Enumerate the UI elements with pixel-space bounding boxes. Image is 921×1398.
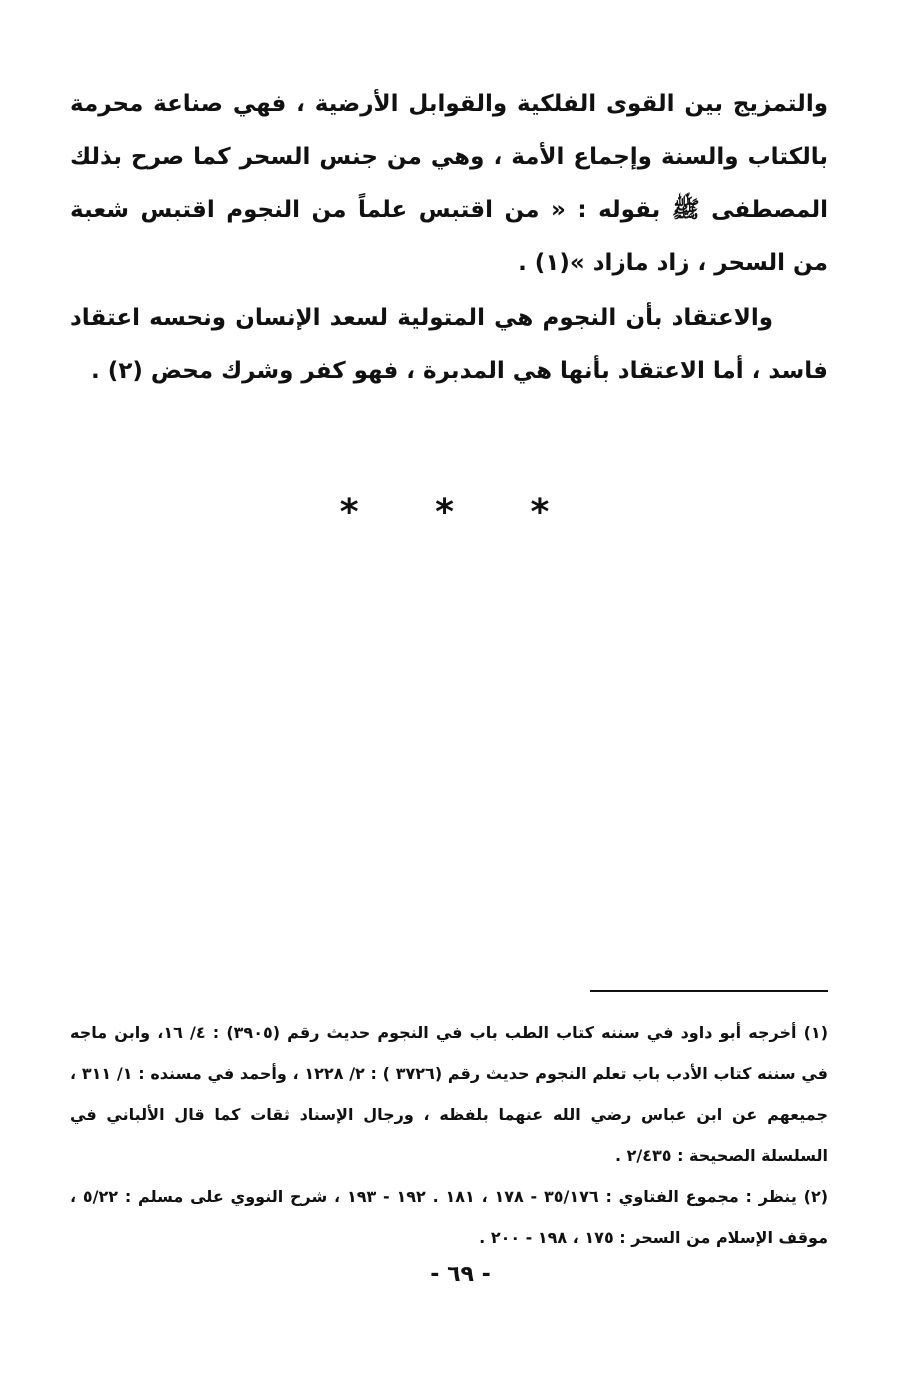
footnote-divider	[590, 990, 828, 992]
section-separator: * * *	[339, 492, 582, 533]
paragraph-astrology-ruling: والتمزيج بين القوى الفلكية والقوابل الأرضية ، فهي صناعة محرمة بالكتاب والسنة وإجماع الأمة ، وهي من جنس السحر كما صرح بذلك المصطفى ﷺ بقوله : « من اقتبس علماً من النجوم اقتبس شعبة من السحر ، زاد مازاد »(١) .	[70, 91, 828, 276]
footnote-1: (١) أخرجه أبو داود في سننه كتاب الطب باب في النجوم حديث رقم (٣٩٠٥) : ٤/ ١٦، وابن ماجه في سننه كتاب الأدب باب تعلم النجوم حديث رقم (٣٧٢٦ ) : ٢/ ١٢٢٨ ، وأحمد في مسنده : ١/ ٣١١ ، جميعهم عن ابن عباس رضي الله عنهما بلفظه ، ورجال الإسناد ثقات كما قال الألباني في السلسلة الصحيحة : ٢/٤٣٥ .	[70, 1023, 829, 1165]
footnote-2: (٢) ينظر : مجموع الفتاوي : ٣٥/١٧٦ - ١٧٨ ، ١٨١ . ١٩٢ - ١٩٣ ، شرح النووي على مسلم : ٥/٢٢ ، موقف الإسلام من السحر : ١٧٥ ، ١٩٨ - ٢٠٠ .	[70, 1187, 829, 1247]
footnotes	[70, 1012, 828, 1258]
paragraph-belief-ruling: والاعتقاد بأن النجوم هي المتولية لسعد الإنسان ونحسه اعتقاد فاسد ، أما الاعتقاد بأنها هي المدبرة ، فهو كفر وشرك محض (٢) .	[70, 305, 828, 384]
main-text	[70, 78, 828, 398]
page-number: - ٦٩ -	[430, 1262, 491, 1287]
